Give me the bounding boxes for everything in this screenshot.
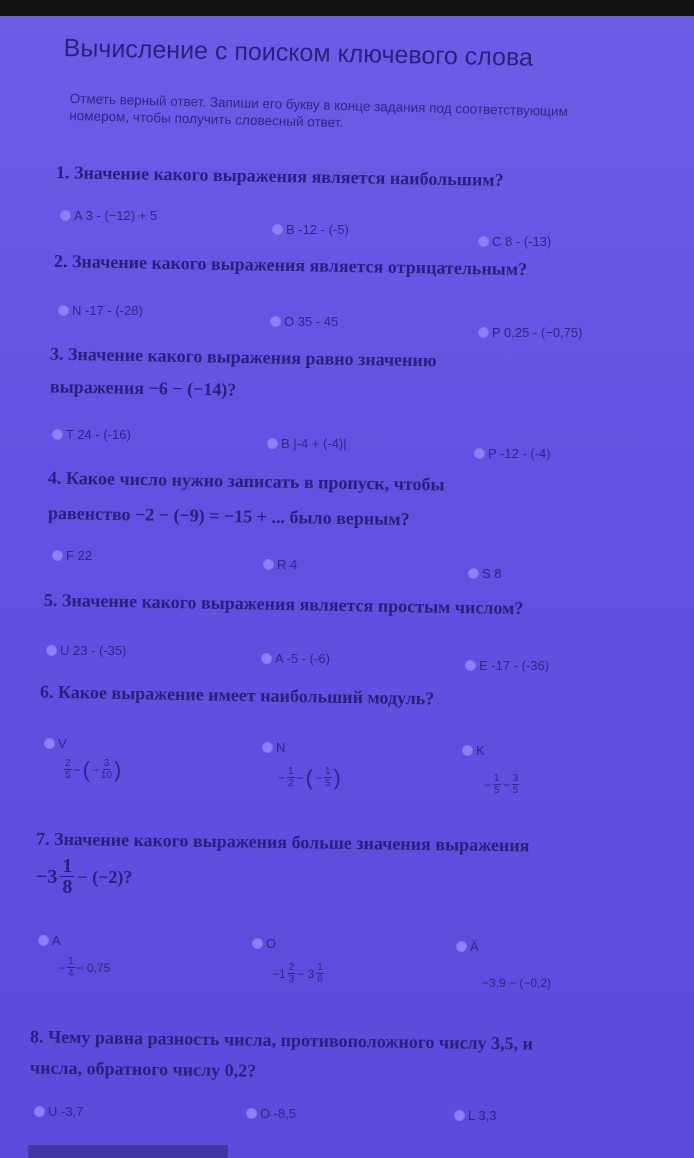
radio-icon[interactable] [456,941,467,952]
question-7-expression: −3 1 8 − (−2)? [36,855,133,898]
q2-option-p[interactable]: P 0,25 - (−0,75) [478,325,582,340]
q4-option-f[interactable]: F 22 [52,548,92,563]
page-title: Вычисление с поиском ключевого слова [63,34,534,72]
q6-option-n[interactable]: N [262,740,285,755]
radio-icon[interactable] [60,210,71,221]
radio-icon[interactable] [478,236,489,247]
question-4-line-2: равенство −2 − (−9) = −15 + ... было верным? [47,502,410,530]
q6-option-k[interactable]: K [462,743,485,758]
radio-icon[interactable] [261,653,272,664]
radio-icon[interactable] [465,660,476,671]
q6-option-v-expression: 2 5 − ( − $\frac{3}{10}$ ) [65,756,122,782]
q5-option-a[interactable]: A -5 - (-6) [261,651,330,666]
radio-icon[interactable] [462,745,473,756]
q7-option-o[interactable]: O [252,936,276,951]
radio-icon[interactable] [52,550,63,561]
radio-icon[interactable] [263,559,274,570]
radio-icon[interactable] [468,568,479,579]
radio-icon[interactable] [34,1106,45,1117]
q7-option-o-expression: −1 2 3 − 3 1 6 [272,962,323,985]
q7-option-a-expression: − $\frac{1}{4}$ − 0,75 [58,956,111,979]
q3-option-b[interactable]: B |-4 + (-4)| [267,436,347,451]
radio-icon[interactable] [252,938,263,949]
question-8-line-2: числа, обратного числу 0,2? [29,1057,257,1081]
radio-icon[interactable] [38,935,49,946]
radio-icon[interactable] [44,738,55,749]
question-1: 1. Значение какого выражения является наибольшим? [55,162,504,190]
radio-icon[interactable] [246,1108,257,1119]
radio-icon[interactable] [58,305,69,316]
q3-option-t[interactable]: T 24 - (-16) [52,427,131,442]
q8-option-u[interactable]: U -3,7 [34,1104,83,1119]
cut-off-heading [28,1145,228,1158]
q8-option-o[interactable]: O -8,5 [246,1106,296,1121]
top-bar [0,0,694,16]
radio-icon[interactable] [267,438,278,449]
q7-option-a[interactable]: A [38,933,61,948]
question-3-line-2: выражения −6 − (−14)? [49,376,237,400]
q4-option-r[interactable]: R 4 [263,557,297,572]
radio-icon[interactable] [46,645,57,656]
radio-icon[interactable] [272,224,283,235]
radio-icon[interactable] [270,316,281,327]
radio-icon[interactable] [478,327,489,338]
question-2: 2. Значение какого выражения является отрицательным? [53,250,528,280]
q2-option-o[interactable]: O 35 - 45 [270,314,338,329]
radio-icon[interactable] [454,1110,465,1121]
question-3-line-1: 3. Значение какого выражения равно значению [49,343,437,371]
question-4-line-1: 4. Какое число нужно записать в пропуск, чтобы [47,467,445,495]
q5-option-u[interactable]: U 23 - (-35) [46,643,126,658]
question-7: 7. Значение какого выражения больше значения выражения [35,828,530,856]
q1-option-c[interactable]: C 8 - (-13) [478,234,551,249]
q1-option-b[interactable]: B -12 - (-5) [272,222,349,237]
q6-option-k-expression: − $\frac{1}{5}$ − $\frac{3}{5}$ [484,773,519,796]
radio-icon[interactable] [262,742,273,753]
q5-option-e[interactable]: E -17 - (-36) [465,658,549,673]
instruction-text: Отметь верный ответ. Запиши его букву в конце задания под соответствующим номером, чтобы получить словесный ответ. [69,90,569,131]
q1-option-a[interactable]: A 3 - (−12) + 5 [60,208,157,223]
question-6: 6. Какое выражение имеет наибольший модуль? [39,681,435,709]
radio-icon[interactable] [52,429,63,440]
question-5: 5. Значение какого выражения является простым числом? [43,589,524,619]
q2-option-n[interactable]: N -17 - (-28) [58,303,143,318]
q4-option-s[interactable]: S 8 [468,566,502,581]
q8-option-l[interactable]: L 3,3 [454,1108,496,1123]
q3-option-p[interactable]: P -12 - (-4) [474,446,551,461]
q6-option-n-expression: − $\frac{1}{2}$ − ( − $\frac{1}{5}$ ) [278,764,341,790]
question-8-line-1: 8. Чему равна разность числа, противоположного числу 3,5, и [29,1026,534,1054]
q7-option-ae[interactable]: Ä [456,939,479,954]
q7-option-ae-expression: −3,9 − (−0,2) [482,976,552,990]
radio-icon[interactable] [474,448,485,459]
q6-option-v[interactable]: V [44,736,67,751]
